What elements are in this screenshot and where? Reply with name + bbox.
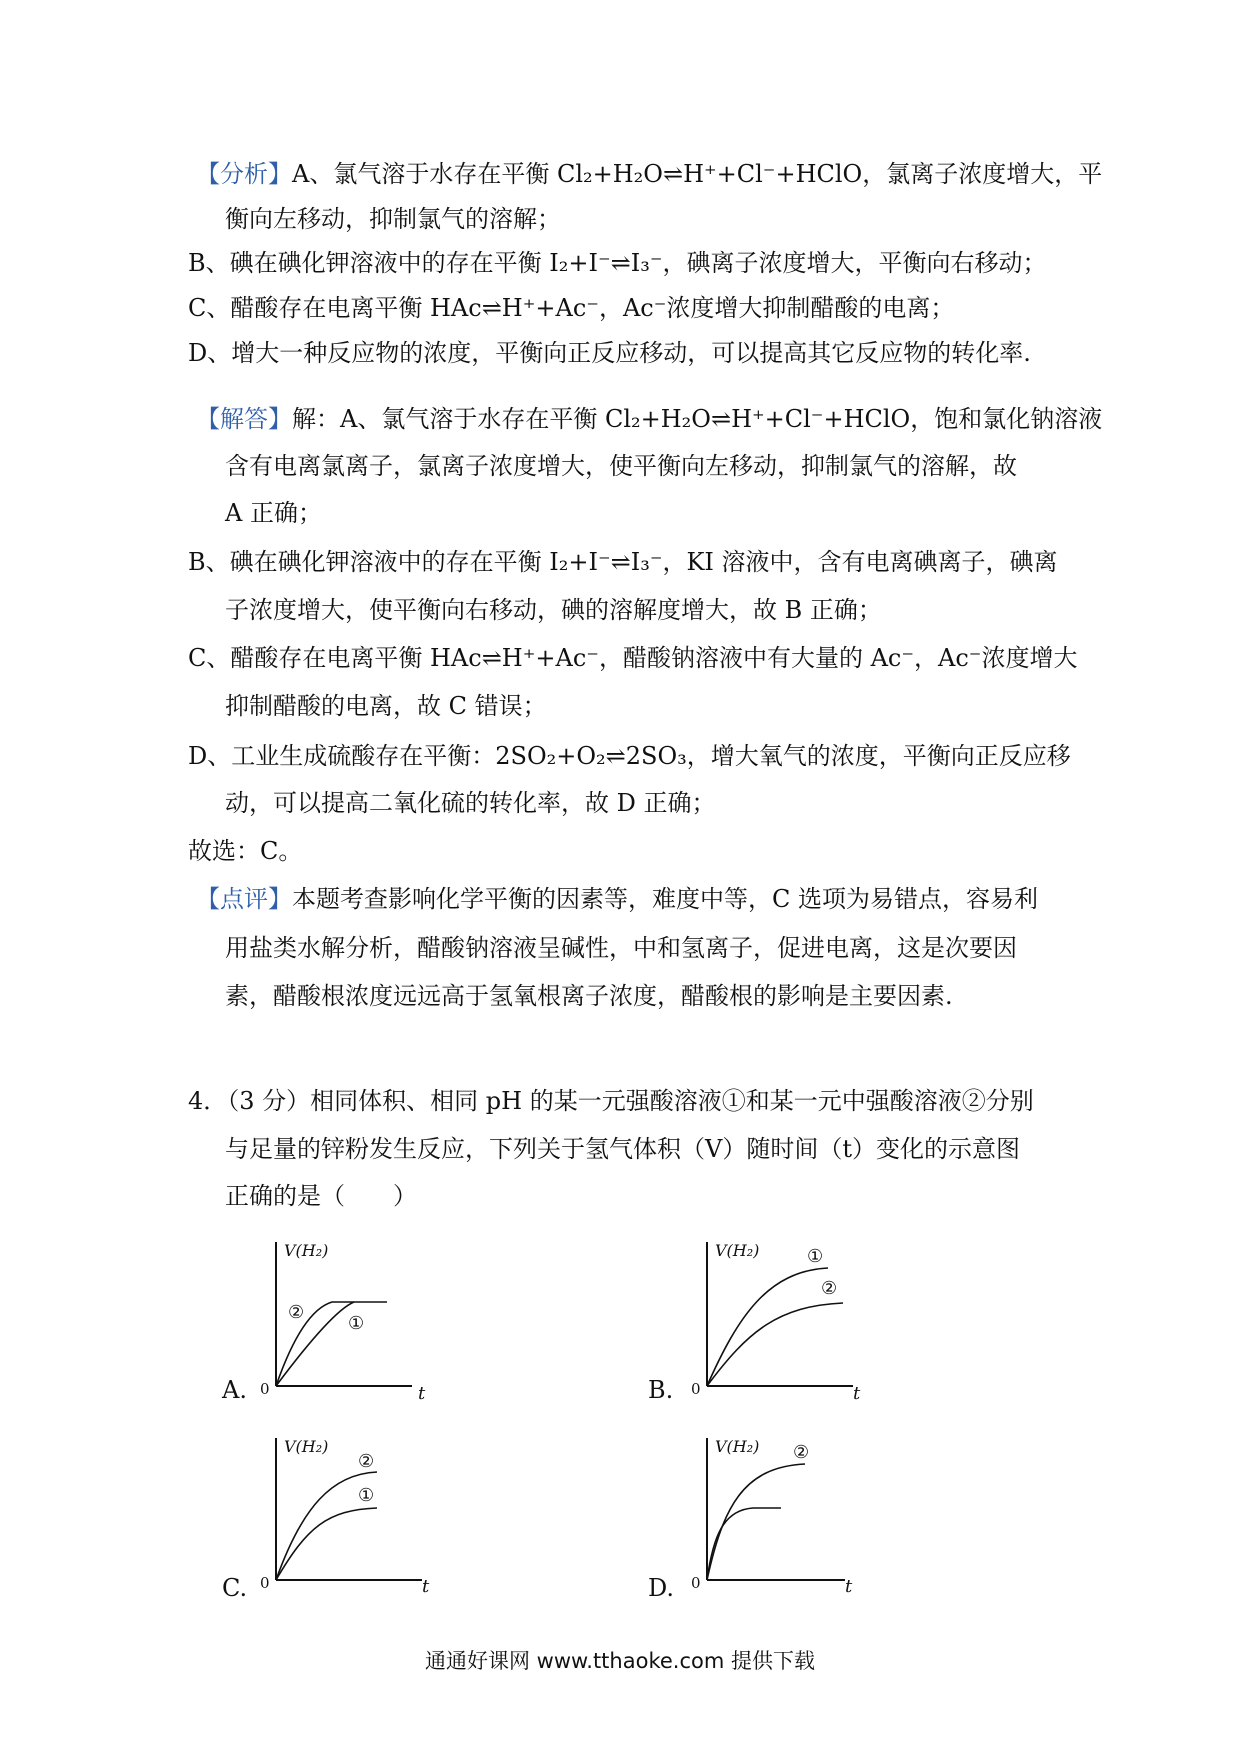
analysis-line-5: D、增大一种反应物的浓度，平衡向正反应移动，可以提高其它反应物的转化率.	[188, 339, 1031, 367]
question-line-1: 4．（3 分）相同体积、相同 pH 的某一元强酸溶液①和某一元中强酸溶液②分别	[188, 1087, 1034, 1115]
analysis-line-2: 衡向左移动，抑制氯气的溶解；	[225, 205, 561, 233]
question-line-3: 正确的是（ ）	[225, 1182, 417, 1210]
option-b-label: B.	[648, 1376, 674, 1404]
graph-option-a	[260, 1236, 426, 1404]
analysis-line-3: B、碘在碘化钾溶液中的存在平衡 I₂+I⁻⇌I₃⁻，碘离子浓度增大，平衡向右移动；	[188, 249, 1047, 277]
y-axis-label: V(H₂)	[284, 1241, 329, 1260]
x-axis-label: t	[853, 1383, 861, 1404]
answer-line-10: 故选：C。	[188, 837, 303, 865]
comment-line-2: 用盐类水解分析，醋酸钠溶液呈碱性，中和氢离子，促进电离，这是次要因	[225, 934, 1017, 962]
curve-2-label: ②	[821, 1278, 838, 1299]
curve-1-label: ①	[807, 1246, 824, 1267]
x-axis-label: t	[845, 1576, 853, 1597]
comment-line-3: 素，醋酸根浓度远远高于氢氧根离子浓度，醋酸根的影响是主要因素.	[225, 982, 953, 1010]
graph-option-c	[260, 1432, 432, 1597]
y-axis-label: V(H₂)	[715, 1437, 760, 1456]
y-axis-label: V(H₂)	[284, 1437, 329, 1456]
origin-label: 0	[260, 1574, 270, 1592]
comment-line-1: 【点评】本题考查影响化学平衡的因素等，难度中等，C 选项为易错点，容易利	[196, 885, 1038, 913]
analysis-line-4: C、醋酸存在电离平衡 HAc⇌H⁺+Ac⁻，Ac⁻浓度增大抑制醋酸的电离；	[188, 294, 955, 322]
x-axis-label: t	[422, 1576, 430, 1597]
answer-line-9: 动，可以提高二氧化硫的转化率，故 D 正确；	[225, 789, 716, 817]
answer-line-7: 抑制醋酸的电离，故 C 错误；	[225, 692, 547, 720]
origin-label: 0	[260, 1380, 270, 1398]
graph-option-d	[691, 1432, 853, 1597]
graph-option-b	[691, 1236, 863, 1404]
answer-line-2: 含有电离氯离子，氯离子浓度增大，使平衡向左移动，抑制氯气的溶解，故	[225, 452, 1017, 480]
question-line-2: 与足量的锌粉发生反应，下列关于氢气体积（V）随时间（t）变化的示意图	[225, 1135, 1020, 1163]
y-axis-label: V(H₂)	[715, 1241, 760, 1260]
curve-1-label: ①	[358, 1485, 375, 1506]
option-a-label: A.	[222, 1376, 247, 1404]
curve-2-label: ②	[793, 1442, 810, 1463]
answer-line-6: C、醋酸存在电离平衡 HAc⇌H⁺+Ac⁻，醋酸钠溶液中有大量的 Ac⁻，Ac⁻浓度增大	[188, 644, 1078, 672]
footer: 通通好课网 www.tthaoke.com 提供下载	[425, 1649, 815, 1673]
origin-label: 0	[691, 1380, 701, 1398]
curve-2-label: ②	[288, 1302, 305, 1323]
answer-line-5: 子浓度增大，使平衡向右移动，碘的溶解度增大，故 B 正确；	[225, 596, 882, 624]
curve-1	[707, 1268, 828, 1386]
curve-2-label: ②	[358, 1451, 375, 1472]
option-c-label: C.	[222, 1574, 248, 1602]
answer-line-4: B、碘在碘化钾溶液中的存在平衡 I₂+I⁻⇌I₃⁻，KI 溶液中，含有电离碘离子，碘离	[188, 548, 1058, 576]
curve-1-label: ①	[348, 1313, 365, 1334]
comment-tag: 【点评】	[196, 885, 292, 913]
answer-line-8: D、工业生成硫酸存在平衡：2SO₂+O₂⇌2SO₃，增大氧气的浓度，平衡向正反应移	[188, 742, 1071, 770]
analysis-tag: 【分析】	[196, 160, 292, 188]
answer-tag: 【解答】	[196, 405, 292, 433]
answer-line-3: A 正确；	[225, 499, 322, 527]
answer-line-1: 【解答】解：A、氯气溶于水存在平衡 Cl₂+H₂O⇌H⁺+Cl⁻+HClO，饱和氯化钠溶液	[196, 405, 1103, 433]
origin-label: 0	[691, 1574, 701, 1592]
option-d-label: D.	[648, 1574, 675, 1602]
curve-2	[707, 1464, 805, 1580]
x-axis-label: t	[418, 1383, 426, 1404]
curve-1	[707, 1508, 781, 1580]
analysis-line-1: 【分析】A、氯气溶于水存在平衡 Cl₂+H₂O⇌H⁺+Cl⁻+HClO，氯离子浓度增大，平	[196, 160, 1103, 188]
